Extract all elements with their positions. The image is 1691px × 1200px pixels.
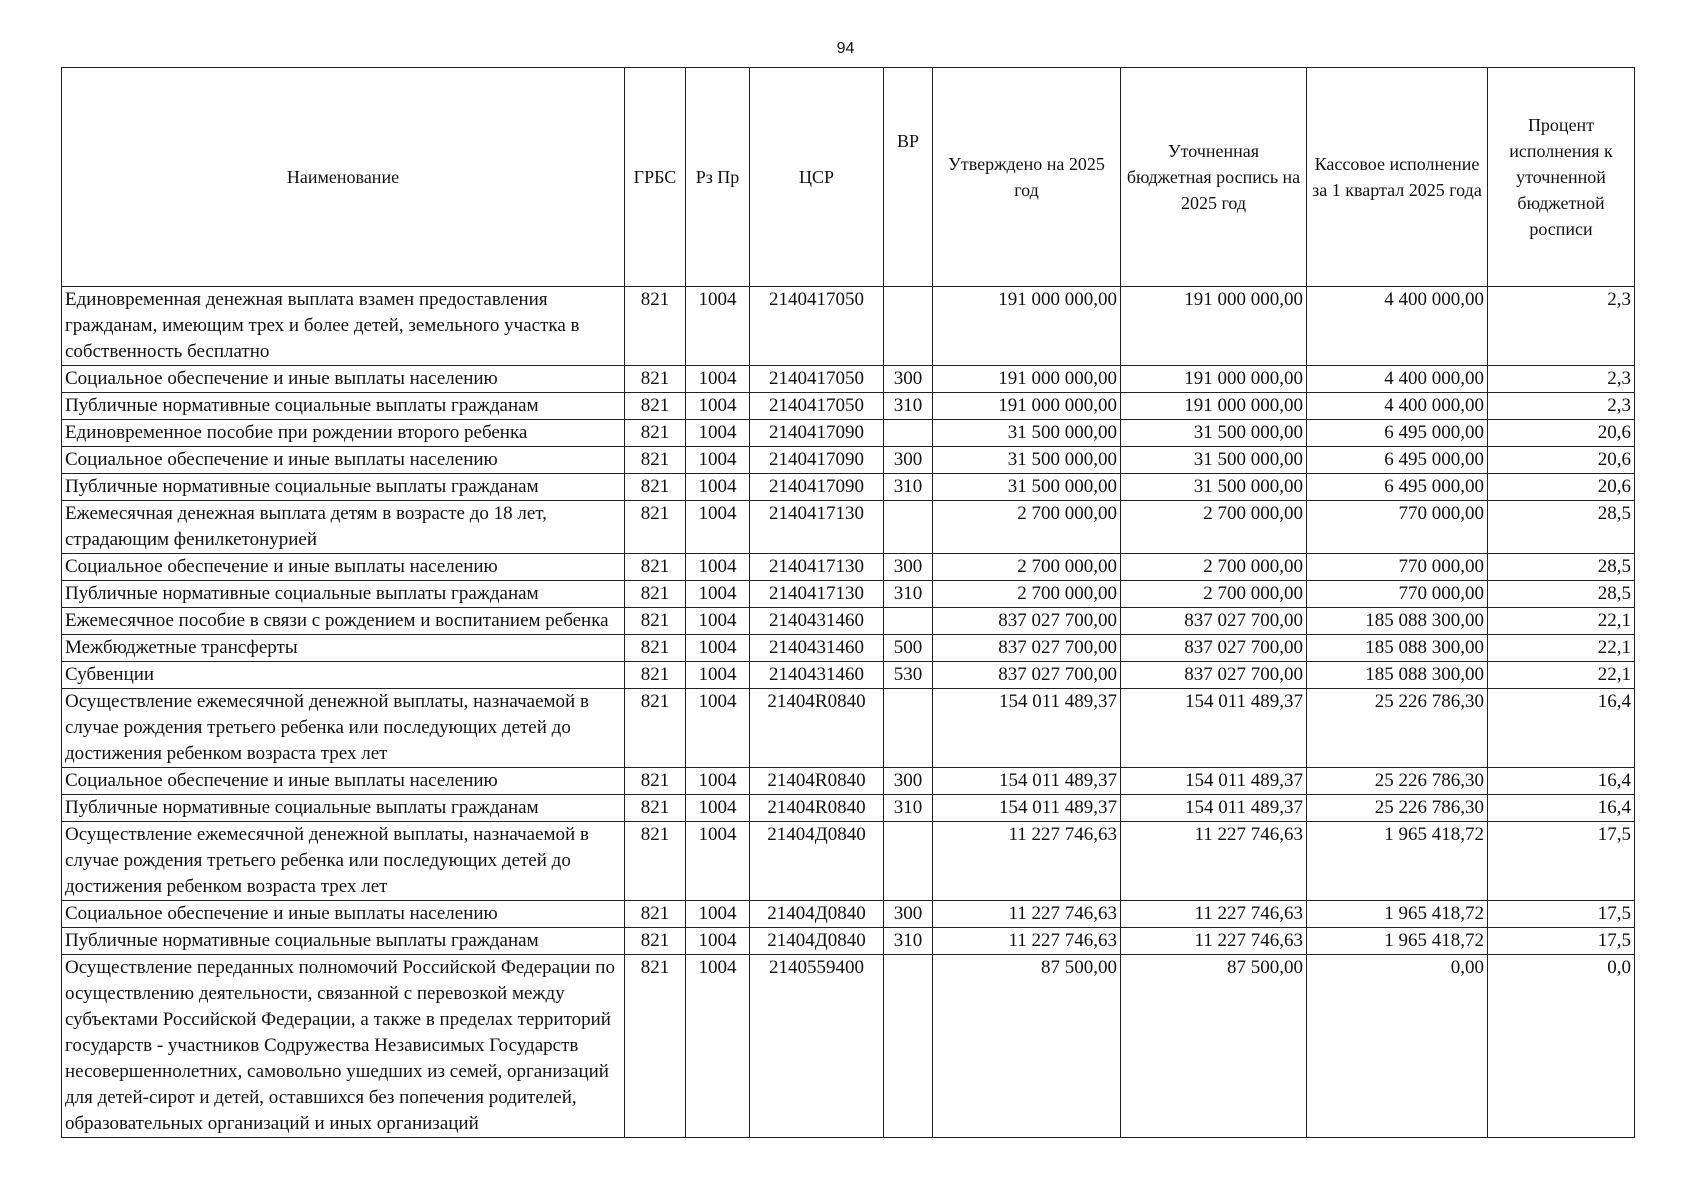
row-name: Публичные нормативные социальные выплаты гражданам [62,393,625,420]
row-name: Социальное обеспечение и иные выплаты населению [62,901,625,928]
row-cash: 770 000,00 [1307,581,1488,608]
row-csr: 2140417090 [750,447,884,474]
row-refined: 2 700 000,00 [1121,581,1307,608]
row-rzpr: 1004 [686,955,750,1138]
row-refined: 191 000 000,00 [1121,393,1307,420]
row-approved: 837 027 700,00 [933,662,1121,689]
row-percent: 16,4 [1488,795,1635,822]
row-csr: 2140559400 [750,955,884,1138]
row-cash: 185 088 300,00 [1307,608,1488,635]
row-percent: 2,3 [1488,393,1635,420]
row-approved: 191 000 000,00 [933,393,1121,420]
row-name: Ежемесячная денежная выплата детям в возрасте до 18 лет, страдающим фенилкетонурией [62,501,625,554]
row-approved: 191 000 000,00 [933,287,1121,366]
row-vr: 300 [884,768,933,795]
row-vr: 310 [884,474,933,501]
row-grbs: 821 [625,689,686,768]
header-rzpr: Рз Пр [686,68,750,287]
row-rzpr: 1004 [686,420,750,447]
row-cash: 0,00 [1307,955,1488,1138]
row-grbs: 821 [625,581,686,608]
row-csr: 2140417130 [750,554,884,581]
row-csr: 2140431460 [750,608,884,635]
header-row [62,68,1635,287]
row-percent: 16,4 [1488,689,1635,768]
table-row [62,554,1635,581]
row-approved: 31 500 000,00 [933,420,1121,447]
row-rzpr: 1004 [686,635,750,662]
row-grbs: 821 [625,366,686,393]
row-refined: 2 700 000,00 [1121,554,1307,581]
row-name: Осуществление ежемесячной денежной выплаты, назначаемой в случае рождения третьего ребенка или последующих детей до достижения ребенком возраста трех лет [62,822,625,901]
row-cash: 1 965 418,72 [1307,928,1488,955]
row-vr: 500 [884,635,933,662]
row-name: Социальное обеспечение и иные выплаты населению [62,554,625,581]
table-row [62,420,1635,447]
row-refined: 154 011 489,37 [1121,768,1307,795]
row-approved: 11 227 746,63 [933,928,1121,955]
table-row [62,822,1635,901]
row-refined: 11 227 746,63 [1121,928,1307,955]
row-refined: 837 027 700,00 [1121,662,1307,689]
row-percent: 22,1 [1488,662,1635,689]
row-approved: 11 227 746,63 [933,822,1121,901]
row-rzpr: 1004 [686,689,750,768]
row-csr: 2140417130 [750,501,884,554]
row-name: Субвенции [62,662,625,689]
table-row [62,501,1635,554]
row-name: Публичные нормативные социальные выплаты гражданам [62,581,625,608]
row-csr: 2140417090 [750,420,884,447]
table-row [62,366,1635,393]
row-grbs: 821 [625,795,686,822]
table-row [62,689,1635,768]
row-percent: 28,5 [1488,501,1635,554]
row-percent: 17,5 [1488,928,1635,955]
row-percent: 20,6 [1488,474,1635,501]
row-name: Публичные нормативные социальные выплаты гражданам [62,474,625,501]
row-vr: 530 [884,662,933,689]
row-grbs: 821 [625,928,686,955]
row-percent: 2,3 [1488,366,1635,393]
row-cash: 25 226 786,30 [1307,795,1488,822]
row-refined: 11 227 746,63 [1121,822,1307,901]
row-approved: 31 500 000,00 [933,474,1121,501]
row-rzpr: 1004 [686,447,750,474]
header-approved: Утверждено на 2025 год [933,68,1121,287]
row-csr: 21404Д0840 [750,928,884,955]
row-refined: 837 027 700,00 [1121,635,1307,662]
row-refined: 837 027 700,00 [1121,608,1307,635]
row-percent: 17,5 [1488,822,1635,901]
row-name: Единовременная денежная выплата взамен предоставления гражданам, имеющим трех и более детей, земельного участка в собственность бесплатно [62,287,625,366]
row-cash: 25 226 786,30 [1307,768,1488,795]
row-approved: 87 500,00 [933,955,1121,1138]
row-csr: 21404R0840 [750,768,884,795]
row-percent: 20,6 [1488,420,1635,447]
row-vr: 310 [884,928,933,955]
table-row [62,662,1635,689]
row-refined: 31 500 000,00 [1121,474,1307,501]
page-number: 94 [836,40,855,57]
row-vr: 310 [884,393,933,420]
row-refined: 31 500 000,00 [1121,447,1307,474]
row-refined: 191 000 000,00 [1121,287,1307,366]
header-csr: ЦСР [750,68,884,287]
row-refined: 2 700 000,00 [1121,501,1307,554]
row-rzpr: 1004 [686,474,750,501]
row-cash: 25 226 786,30 [1307,689,1488,768]
row-vr: 310 [884,581,933,608]
row-rzpr: 1004 [686,928,750,955]
row-vr [884,287,933,366]
row-name: Единовременное пособие при рождении второго ребенка [62,420,625,447]
row-vr: 300 [884,366,933,393]
row-grbs: 821 [625,955,686,1138]
row-rzpr: 1004 [686,501,750,554]
row-percent: 28,5 [1488,581,1635,608]
row-grbs: 821 [625,635,686,662]
row-name: Публичные нормативные социальные выплаты гражданам [62,795,625,822]
row-approved: 191 000 000,00 [933,366,1121,393]
row-name: Осуществление переданных полномочий Российской Федерации по осуществлению деятельности, связанной с перевозкой между субъектами Российской Федерации, а также в пределах территорий государств - участников Содружества Независимых Государств несовершеннолетних, самовольно ушедших из семей, организаций для детей-сирот и детей, оставшихся без попечения родителей, образовательных организаций и иных организаций [62,955,625,1138]
row-name: Публичные нормативные социальные выплаты гражданам [62,928,625,955]
row-approved: 31 500 000,00 [933,447,1121,474]
row-refined: 191 000 000,00 [1121,366,1307,393]
row-cash: 770 000,00 [1307,501,1488,554]
row-name: Межбюджетные трансферты [62,635,625,662]
row-approved: 837 027 700,00 [933,608,1121,635]
row-name: Осуществление ежемесячной денежной выплаты, назначаемой в случае рождения третьего ребенка или последующих детей до достижения ребенком возраста трех лет [62,689,625,768]
row-rzpr: 1004 [686,581,750,608]
header-refined: Уточненная бюджетная роспись на 2025 год [1121,68,1307,287]
row-percent: 20,6 [1488,447,1635,474]
row-percent: 0,0 [1488,955,1635,1138]
row-vr: 300 [884,554,933,581]
row-vr [884,689,933,768]
row-csr: 21404Д0840 [750,822,884,901]
row-csr: 21404R0840 [750,689,884,768]
table-body [62,287,1635,1138]
row-cash: 4 400 000,00 [1307,366,1488,393]
row-rzpr: 1004 [686,822,750,901]
row-cash: 185 088 300,00 [1307,662,1488,689]
row-approved: 154 011 489,37 [933,795,1121,822]
row-name: Социальное обеспечение и иные выплаты населению [62,768,625,795]
row-rzpr: 1004 [686,662,750,689]
row-percent: 16,4 [1488,768,1635,795]
row-csr: 21404R0840 [750,795,884,822]
row-grbs: 821 [625,287,686,366]
row-grbs: 821 [625,822,686,901]
row-rzpr: 1004 [686,795,750,822]
row-percent: 22,1 [1488,608,1635,635]
table-row [62,287,1635,366]
row-approved: 837 027 700,00 [933,635,1121,662]
table-row [62,928,1635,955]
row-cash: 185 088 300,00 [1307,635,1488,662]
table-row [62,581,1635,608]
row-name: Ежемесячное пособие в связи с рождением и воспитанием ребенка [62,608,625,635]
row-rzpr: 1004 [686,608,750,635]
row-cash: 770 000,00 [1307,554,1488,581]
row-approved: 154 011 489,37 [933,689,1121,768]
row-csr: 2140417050 [750,287,884,366]
row-vr [884,822,933,901]
header-vr: ВР [884,68,933,287]
row-grbs: 821 [625,554,686,581]
row-cash: 4 400 000,00 [1307,393,1488,420]
table-row [62,447,1635,474]
row-cash: 1 965 418,72 [1307,822,1488,901]
row-rzpr: 1004 [686,287,750,366]
row-grbs: 821 [625,608,686,635]
row-refined: 31 500 000,00 [1121,420,1307,447]
row-csr: 2140417050 [750,366,884,393]
row-name: Социальное обеспечение и иные выплаты населению [62,366,625,393]
row-percent: 17,5 [1488,901,1635,928]
row-name: Социальное обеспечение и иные выплаты населению [62,447,625,474]
row-vr [884,420,933,447]
row-vr [884,501,933,554]
row-grbs: 821 [625,501,686,554]
table-row [62,474,1635,501]
row-vr [884,608,933,635]
table-row [62,955,1635,1138]
row-percent: 2,3 [1488,287,1635,366]
header-cash: Кассовое исполнение за 1 квартал 2025 года [1307,68,1488,287]
row-approved: 2 700 000,00 [933,554,1121,581]
row-grbs: 821 [625,420,686,447]
row-vr: 310 [884,795,933,822]
row-grbs: 821 [625,768,686,795]
row-grbs: 821 [625,474,686,501]
row-csr: 2140417050 [750,393,884,420]
budget-table [61,67,1635,1138]
row-rzpr: 1004 [686,393,750,420]
row-rzpr: 1004 [686,901,750,928]
row-cash: 6 495 000,00 [1307,474,1488,501]
row-refined: 154 011 489,37 [1121,689,1307,768]
row-refined: 154 011 489,37 [1121,795,1307,822]
row-cash: 6 495 000,00 [1307,420,1488,447]
row-grbs: 821 [625,447,686,474]
header-grbs: ГРБС [625,68,686,287]
row-csr: 2140431460 [750,662,884,689]
row-csr: 2140417090 [750,474,884,501]
row-approved: 11 227 746,63 [933,901,1121,928]
row-percent: 28,5 [1488,554,1635,581]
row-grbs: 821 [625,393,686,420]
row-percent: 22,1 [1488,635,1635,662]
table-row [62,635,1635,662]
row-vr: 300 [884,901,933,928]
row-cash: 1 965 418,72 [1307,901,1488,928]
row-grbs: 821 [625,901,686,928]
row-rzpr: 1004 [686,554,750,581]
row-cash: 4 400 000,00 [1307,287,1488,366]
row-vr: 300 [884,447,933,474]
table-row [62,608,1635,635]
row-approved: 2 700 000,00 [933,501,1121,554]
row-cash: 6 495 000,00 [1307,447,1488,474]
table-row [62,393,1635,420]
row-grbs: 821 [625,662,686,689]
table-row [62,768,1635,795]
row-approved: 2 700 000,00 [933,581,1121,608]
row-csr: 2140431460 [750,635,884,662]
row-refined: 11 227 746,63 [1121,901,1307,928]
row-rzpr: 1004 [686,768,750,795]
row-approved: 154 011 489,37 [933,768,1121,795]
row-refined: 87 500,00 [1121,955,1307,1138]
row-rzpr: 1004 [686,366,750,393]
header-name: Наименование [62,68,625,287]
row-csr: 2140417130 [750,581,884,608]
table-row [62,795,1635,822]
row-csr: 21404Д0840 [750,901,884,928]
row-vr [884,955,933,1138]
table-row [62,901,1635,928]
header-percent: Процент исполнения к уточненной бюджетной росписи [1488,68,1635,287]
